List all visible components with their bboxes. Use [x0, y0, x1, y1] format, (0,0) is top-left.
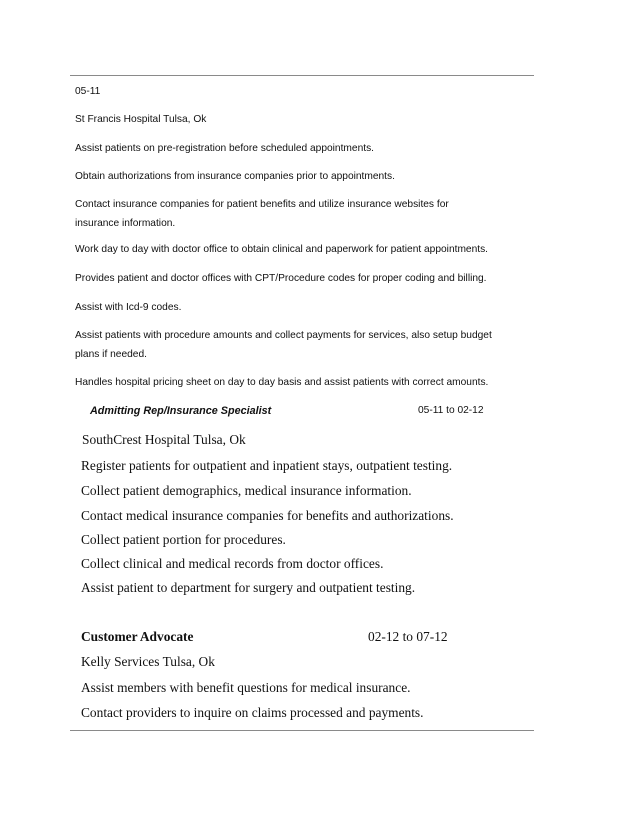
section2-dates: 05-11 to 02-12: [418, 405, 484, 416]
section1-duty: Assist patients on pre-registration before scheduled appointments.: [75, 143, 375, 154]
top-divider: [70, 75, 534, 76]
section1-duty: insurance information.: [75, 218, 176, 229]
section2-duty: Collect patient portion for procedures.: [81, 532, 286, 547]
section1-duty: Provides patient and doctor offices with CPT/Procedure codes for proper coding and billing.: [75, 273, 487, 284]
section2-job-title: Admitting Rep/Insurance Specialist: [90, 405, 272, 417]
section1-date: 05-11: [75, 86, 101, 97]
section1-employer: St Francis Hospital Tulsa, Ok: [75, 114, 207, 125]
section1-duty: Handles hospital pricing sheet on day to day basis and assist patients with correct amounts.: [75, 377, 489, 388]
section3-job-title: Customer Advocate: [81, 629, 194, 644]
section2-duty: Collect clinical and medical records from doctor offices.: [81, 556, 384, 571]
section2-duty: Contact medical insurance companies for benefits and authorizations.: [81, 508, 454, 523]
section3-duty: Contact providers to inquire on claims processed and payments.: [81, 705, 424, 720]
section2-employer: SouthCrest Hospital Tulsa, Ok: [82, 432, 246, 447]
section1-duty: Contact insurance companies for patient benefits and utilize insurance websites for: [75, 199, 449, 210]
section1-duty: plans if needed.: [75, 349, 147, 360]
section1-duty: Work day to day with doctor office to obtain clinical and paperwork for patient appointments.: [75, 244, 489, 255]
section3-dates: 02-12 to 07-12: [368, 629, 448, 644]
section2-duty: Collect patient demographics, medical insurance information.: [81, 483, 412, 498]
section3-employer: Kelly Services Tulsa, Ok: [81, 654, 215, 669]
section1-duty: Obtain authorizations from insurance companies prior to appointments.: [75, 171, 395, 182]
section1-duty: Assist with Icd-9 codes.: [75, 302, 182, 313]
bottom-divider: [70, 730, 534, 731]
section3-duty: Assist members with benefit questions for medical insurance.: [81, 680, 411, 695]
section2-duty: Assist patient to department for surgery and outpatient testing.: [81, 580, 416, 595]
section2-duty: Register patients for outpatient and inpatient stays, outpatient testing.: [81, 458, 453, 473]
section1-duty: Assist patients with procedure amounts and collect payments for services, also setup budget: [75, 330, 492, 341]
